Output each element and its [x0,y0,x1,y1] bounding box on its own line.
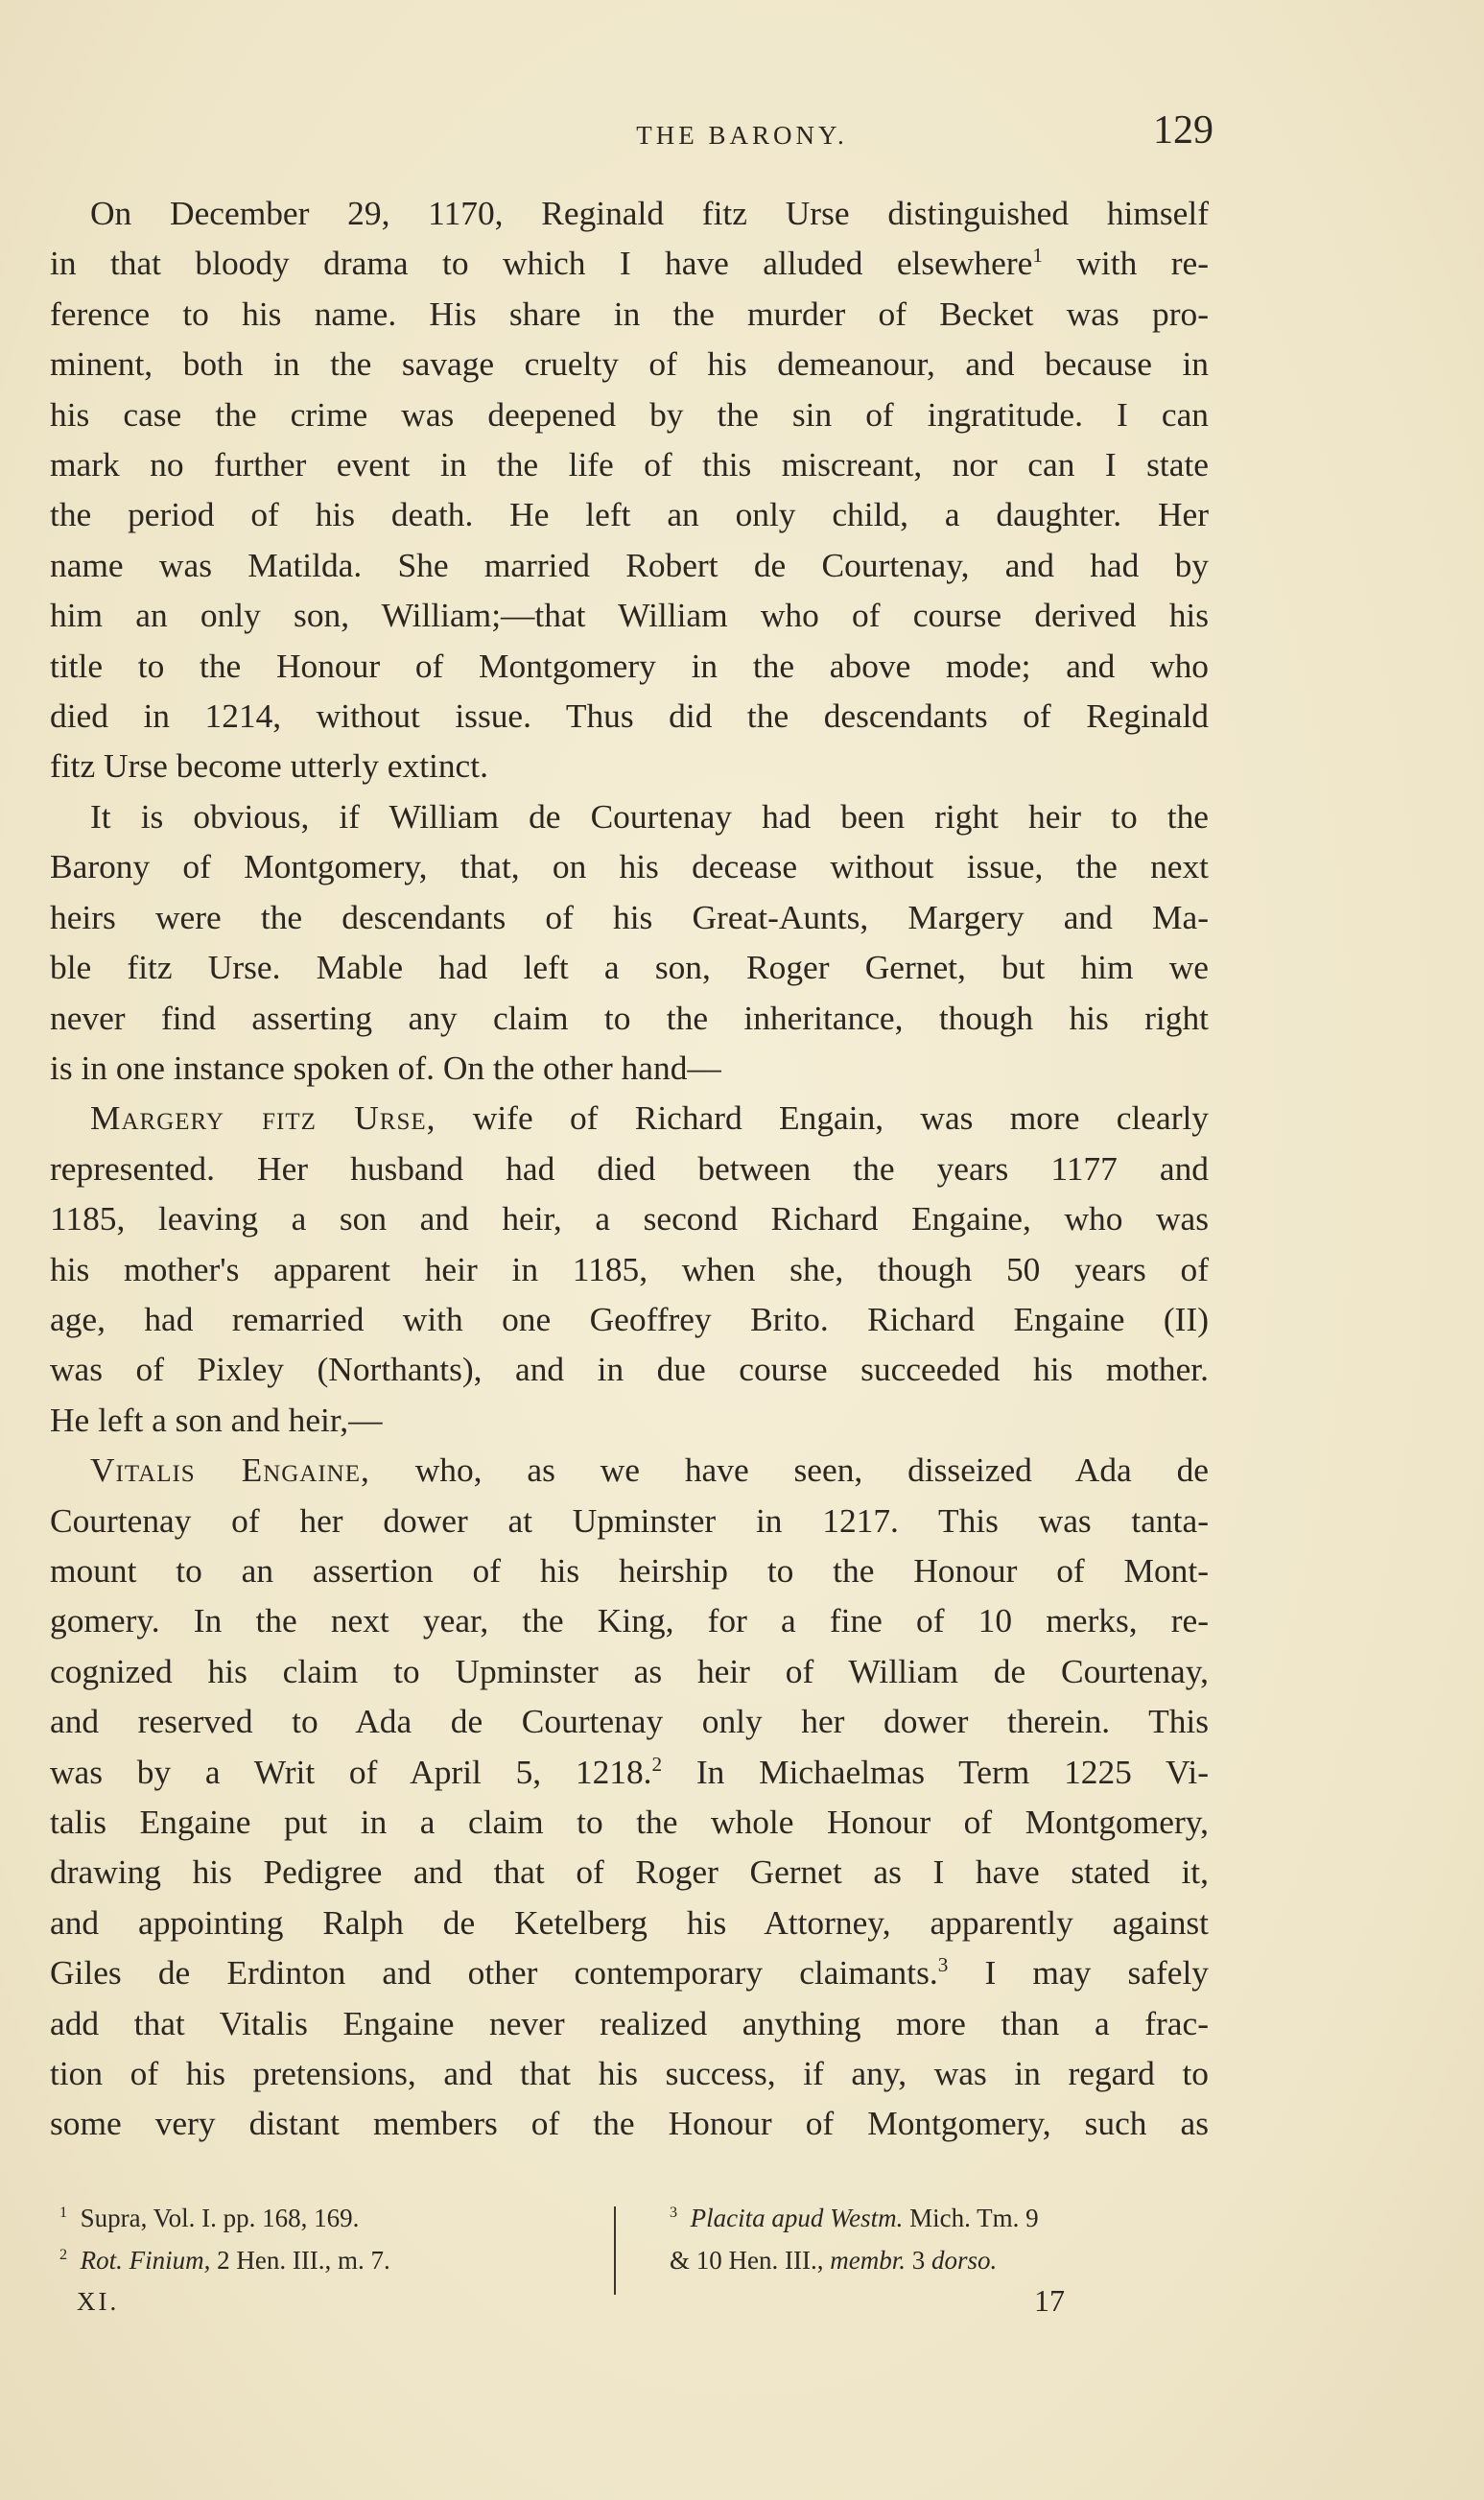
footnote-italic: Rot. Finium, [80,2246,211,2275]
page-number: 129 [1153,108,1213,153]
text-line: was of Pixley (Northants), and in due course succeeded his mother. [50,1350,1209,1389]
text-line: Courtenay of her dower at Upminster in 1217. This was tanta- [50,1500,1209,1540]
footnote-1 [59,2197,597,2239]
text-line: age, had remarried with one Geoffrey Brito. Richard Engaine (II) [50,1299,1209,1338]
heading-name: Margery fitz Urse, [90,1098,436,1138]
footnote-text: & 10 Hen. III., [670,2246,831,2275]
text-line: ble fitz Urse. Mable had left a son, Roger Gernet, but him we [50,948,1209,987]
text-segment: with re- [1042,244,1209,283]
footnote-mark: 2 [59,2246,68,2263]
text-line: Barony of Montgomery, that, on his decease without issue, the next [50,847,1209,886]
text-line: He left a son and heir,— [50,1400,383,1439]
text-line: On December 29, 1170, Reginald fitz Urse distinguished himself [90,194,1209,232]
text-line: minent, both in the savage cruelty of his demeanour, and because in [50,344,1209,384]
text-segment: who, as we have seen, disseized Ada de [369,1450,1209,1490]
text-line: heirs were the descendants of his Great-Aunts, Margery and Ma- [50,897,1209,936]
footnote-2 [59,2239,597,2281]
text-line: talis Engaine put in a claim to the whole Honour of Montgomery, [50,1803,1209,1841]
text-segment: I may safely [948,1953,1210,1993]
sheet-number: 17 [1034,2283,1065,2318]
text-line: is in one instance spoken of. On the other hand— [50,1048,721,1087]
text-line: add that Vitalis Engaine never realized anything more than a frac- [50,2003,1209,2042]
text-line: tion of his pretensions, and that his success, if any, was in regard to [50,2054,1209,2093]
text-line [50,1445,1209,1495]
running-head [0,107,1484,165]
text-segment: wife of Richard Engain, was more clearly [436,1098,1210,1138]
text-line: the period of his death. He left an only child, a daughter. Her [50,495,1209,534]
footnotes-right-column [670,2197,1245,2281]
text-line: fitz Urse become utterly extinct. [50,746,488,786]
text-line [50,238,1209,288]
text-line: some very distant members of the Honour of Montgomery, such as [50,2104,1209,2143]
text-segment: Giles de Erdinton and other contemporary claimants. [50,1953,938,1993]
footnotes-left-column [59,2197,597,2281]
footnote-text: 3 [905,2246,931,2275]
text-line: his mother's apparent heir in 1185, when she, though 50 years of [50,1249,1209,1288]
heading-name: Vitalis Engaine, [90,1450,370,1490]
text-line: ference to his name. His share in the murder of Becket was pro- [50,294,1209,333]
footnote-text: Supra, Vol. I. pp. 168, 169. [80,2204,360,2232]
footnote-text: Mich. Tm. 9 [903,2204,1039,2232]
text-segment: in that bloody drama to which I have alluded elsewhere [50,244,1033,283]
text-line: mount to an assertion of his heirship to the Honour of Mont- [50,1550,1209,1590]
text-segment: was by a Writ of April 5, 1218. [50,1752,652,1791]
body-text [50,188,1209,2149]
footnote-ref: 2 [651,1752,663,1776]
text-line: cognized his claim to Upminster as heir of William de Courtenay, [50,1651,1209,1690]
text-line: his case the crime was deepened by the sin of ingratitude. I can [50,394,1209,434]
footnote-3 [670,2197,1245,2239]
text-line [50,1747,1209,1797]
text-line: title to the Honour of Montgomery in the above mode; and who [50,646,1209,685]
text-line: never find asserting any claim to the inheritance, though his right [50,998,1209,1037]
text-line: represented. Her husband had died between the years 1177 and [50,1148,1209,1188]
footnote-ref: 3 [937,1953,949,1977]
signature-mark: XI. [77,2287,120,2316]
footnote-italic: Placita apud Westm. [690,2204,904,2232]
text-line [50,1947,1209,1997]
text-line: It is obvious, if William de Courtenay had been right heir to the [90,796,1209,836]
text-line: name was Matilda. She married Robert de Courtenay, and had by [50,545,1209,584]
text-line [50,1093,1209,1143]
footnote-mark: 1 [59,2204,68,2221]
text-line: 1185, leaving a son and heir, a second Richard Engaine, who was [50,1199,1209,1238]
footnote-italic: membr. [830,2246,906,2275]
footnote-ref: 1 [1032,244,1043,268]
footnote-3-continued [670,2239,1245,2281]
text-line: mark no further event in the life of this miscreant, nor can I state [50,445,1209,484]
running-title: THE BARONY. [636,121,848,150]
text-line: and appointing Ralph de Ketelberg his Attorney, apparently against [50,1902,1209,1942]
text-line: him an only son, William;—that William who of course derived his [50,596,1209,635]
footnote-divider [614,2206,616,2295]
footnote-italic: dorso. [930,2246,998,2275]
footnote-text: 2 Hen. III., m. 7. [210,2246,390,2275]
text-segment: In Michaelmas Term 1225 Vi- [662,1752,1209,1791]
text-line: died in 1214, without issue. Thus did the descendants of Reginald [50,696,1209,736]
text-line: drawing his Pedigree and that of Roger Gernet as I have stated it, [50,1852,1209,1892]
footnote-mark: 3 [670,2204,678,2221]
text-line: and reserved to Ada de Courtenay only her dower therein. This [50,1702,1209,1741]
text-line: gomery. In the next year, the King, for a fine of 10 merks, re- [50,1601,1209,1640]
